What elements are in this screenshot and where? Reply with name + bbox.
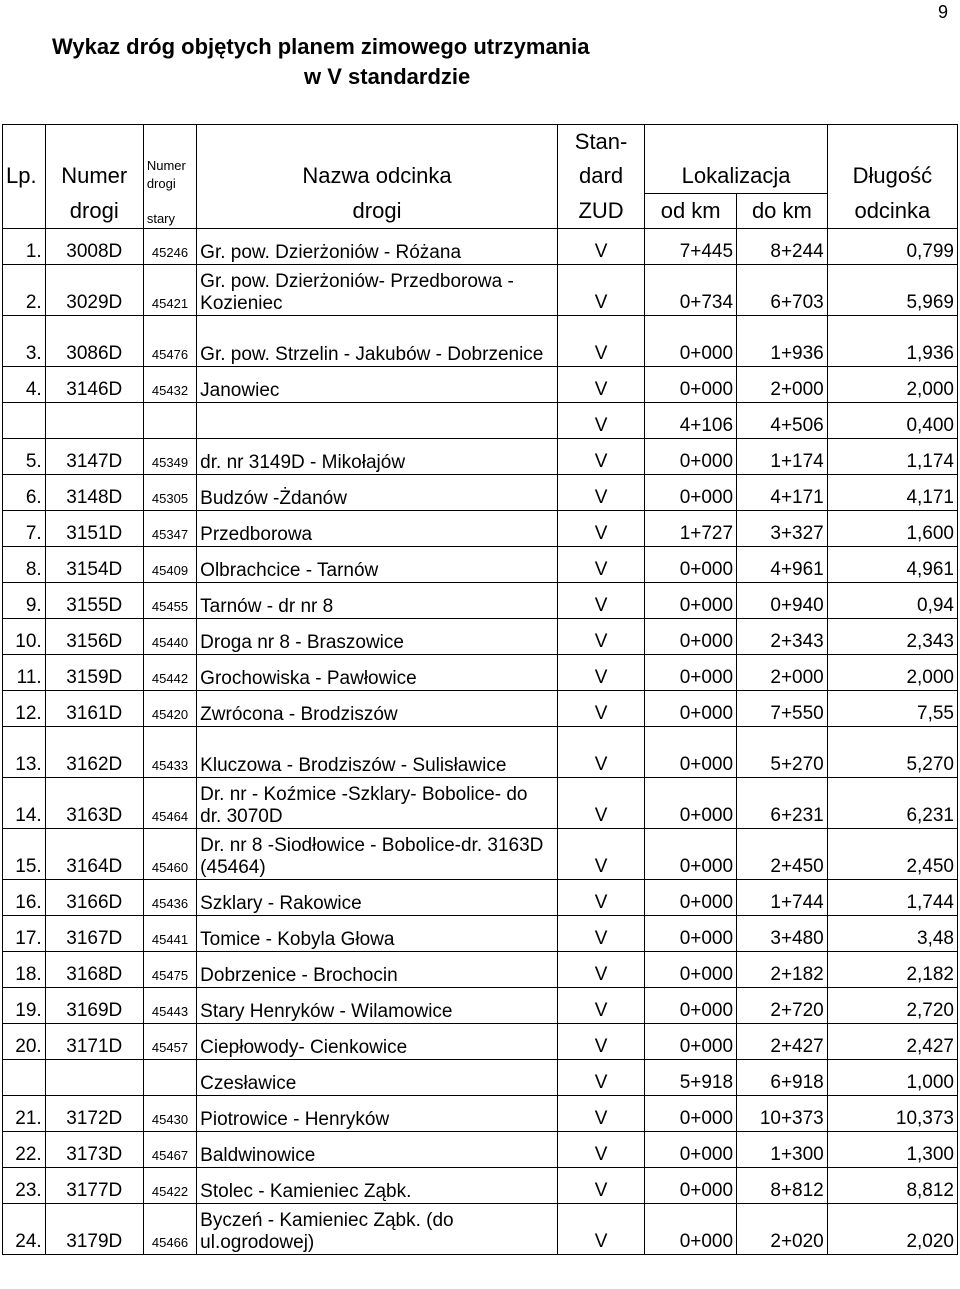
cell-name: Grochowiska - Pawłowice [197, 654, 558, 690]
cell-std: V [557, 1059, 644, 1095]
cell-name: Droga nr 8 - Braszowice [197, 618, 558, 654]
table-header [3, 125, 958, 229]
cell-name: Baldwinowice [197, 1131, 558, 1167]
table-row [3, 582, 958, 618]
cell-from: 7+445 [645, 228, 737, 264]
table-row [3, 618, 958, 654]
header-lp-cont [3, 193, 46, 228]
cell-lp: 13. [3, 726, 46, 777]
cell-name: Kluczowa - Brodziszów - Sulisławice [197, 726, 558, 777]
cell-num: 3156D [45, 618, 143, 654]
cell-num: 3168D [45, 951, 143, 987]
cell-lp: 3. [3, 315, 46, 366]
cell-len: 2,020 [827, 1203, 957, 1254]
cell-lp: 10. [3, 618, 46, 654]
cell-lp: 4. [3, 366, 46, 402]
cell-num [45, 402, 143, 438]
cell-std: V [557, 951, 644, 987]
cell-from: 0+000 [645, 618, 737, 654]
page-title [52, 32, 752, 92]
table-row [3, 366, 958, 402]
cell-num: 3179D [45, 1203, 143, 1254]
cell-len: 2,000 [827, 654, 957, 690]
cell-std: V [557, 582, 644, 618]
cell-from: 0+000 [645, 1095, 737, 1131]
cell-name: Tomice - Kobyla Głowa [197, 915, 558, 951]
cell-from: 0+000 [645, 1203, 737, 1254]
cell-std: V [557, 438, 644, 474]
cell-name: Gr. pow. Dzierżoniów- Przedborowa - Kozieniec [197, 264, 558, 315]
cell-from: 0+000 [645, 366, 737, 402]
cell-num: 3164D [45, 828, 143, 879]
cell-from: 0+000 [645, 654, 737, 690]
header-std-zud: ZUD [557, 193, 644, 228]
table-row [3, 690, 958, 726]
cell-name: Przedborowa [197, 510, 558, 546]
cell-num: 3154D [45, 546, 143, 582]
cell-num: 3155D [45, 582, 143, 618]
cell-old: 45246 [143, 228, 196, 264]
table-row [3, 474, 958, 510]
cell-std: V [557, 915, 644, 951]
cell-num: 3086D [45, 315, 143, 366]
cell-name: Zwrócona - Brodziszów [197, 690, 558, 726]
cell-lp: 21. [3, 1095, 46, 1131]
cell-lp: 16. [3, 879, 46, 915]
cell-to: 3+327 [737, 510, 828, 546]
cell-len: 5,969 [827, 264, 957, 315]
cell-lp: 24. [3, 1203, 46, 1254]
cell-std: V [557, 228, 644, 264]
cell-lp [3, 1059, 46, 1095]
cell-std: V [557, 1131, 644, 1167]
cell-old: 45443 [143, 987, 196, 1023]
header-lokalizacja: Lokalizacja [645, 125, 827, 194]
cell-lp: 12. [3, 690, 46, 726]
cell-num: 3146D [45, 366, 143, 402]
table-row [3, 510, 958, 546]
table-row [3, 828, 958, 879]
cell-from: 5+918 [645, 1059, 737, 1095]
cell-len: 2,000 [827, 366, 957, 402]
header-lp: Lp. [3, 125, 46, 194]
table-row [3, 1059, 958, 1095]
cell-old: 45467 [143, 1131, 196, 1167]
table-row [3, 915, 958, 951]
cell-to: 6+918 [737, 1059, 828, 1095]
cell-lp: 20. [3, 1023, 46, 1059]
cell-old: 45433 [143, 726, 196, 777]
cell-old: 45347 [143, 510, 196, 546]
cell-len: 4,961 [827, 546, 957, 582]
cell-len: 7,55 [827, 690, 957, 726]
cell-std: V [557, 315, 644, 366]
cell-num: 3177D [45, 1167, 143, 1203]
table-row [3, 1023, 958, 1059]
cell-old: 45476 [143, 315, 196, 366]
cell-num [45, 1059, 143, 1095]
cell-to: 2+427 [737, 1023, 828, 1059]
table-row [3, 438, 958, 474]
cell-from: 0+000 [645, 1023, 737, 1059]
cell-std: V [557, 690, 644, 726]
table-body [3, 228, 958, 1254]
cell-from: 1+727 [645, 510, 737, 546]
table-row [3, 951, 958, 987]
table-row [3, 654, 958, 690]
cell-from: 0+000 [645, 1131, 737, 1167]
cell-lp: 14. [3, 777, 46, 828]
header-name: Nazwa odcinka [197, 125, 558, 194]
cell-len: 2,427 [827, 1023, 957, 1059]
cell-old: 45430 [143, 1095, 196, 1131]
title-line-1: Wykaz dróg objętych planem zimowego utrzymania [52, 34, 590, 59]
table-row [3, 315, 958, 366]
cell-name: Budzów -Żdanów [197, 474, 558, 510]
cell-from: 0+000 [645, 879, 737, 915]
cell-lp: 15. [3, 828, 46, 879]
cell-to: 8+812 [737, 1167, 828, 1203]
cell-old: 45421 [143, 264, 196, 315]
cell-std: V [557, 1167, 644, 1203]
cell-lp: 11. [3, 654, 46, 690]
cell-to: 3+480 [737, 915, 828, 951]
cell-name: Stolec - Kamieniec Ząbk. [197, 1167, 558, 1203]
cell-old: 45409 [143, 546, 196, 582]
cell-to: 2+000 [737, 366, 828, 402]
header-standard: Stan- dard [557, 125, 644, 194]
cell-old [143, 402, 196, 438]
cell-to: 1+744 [737, 879, 828, 915]
cell-lp: 7. [3, 510, 46, 546]
cell-std: V [557, 1095, 644, 1131]
cell-lp: 23. [3, 1167, 46, 1203]
cell-num: 3029D [45, 264, 143, 315]
header-to: do km [737, 193, 828, 228]
table-row [3, 1203, 958, 1254]
cell-std: V [557, 546, 644, 582]
cell-from: 0+000 [645, 987, 737, 1023]
cell-name: Olbrachcice - Tarnów [197, 546, 558, 582]
cell-num: 3166D [45, 879, 143, 915]
cell-old: 45441 [143, 915, 196, 951]
cell-to: 6+231 [737, 777, 828, 828]
table-row [3, 987, 958, 1023]
cell-old: 45436 [143, 879, 196, 915]
header-name-2: drogi [197, 193, 558, 228]
cell-to: 4+171 [737, 474, 828, 510]
cell-std: V [557, 879, 644, 915]
cell-name: Ciepłowody- Cienkowice [197, 1023, 558, 1059]
cell-name: Byczeń - Kamieniec Ząbk. (do ul.ogrodowej) [197, 1203, 558, 1254]
cell-to: 4+506 [737, 402, 828, 438]
cell-name: Dobrzenice - Brochocin [197, 951, 558, 987]
cell-name: Stary Henryków - Wilamowice [197, 987, 558, 1023]
cell-lp: 19. [3, 987, 46, 1023]
cell-name: Gr. pow. Dzierżoniów - Różana [197, 228, 558, 264]
cell-to: 2+343 [737, 618, 828, 654]
table-row [3, 546, 958, 582]
cell-to: 5+270 [737, 726, 828, 777]
table-row [3, 402, 958, 438]
cell-len: 1,600 [827, 510, 957, 546]
header-old-number: Numer drogi [143, 125, 196, 194]
cell-name: dr. nr 3149D - Mikołajów [197, 438, 558, 474]
cell-old: 45442 [143, 654, 196, 690]
cell-lp [3, 402, 46, 438]
cell-to: 10+373 [737, 1095, 828, 1131]
cell-lp: 17. [3, 915, 46, 951]
cell-len: 10,373 [827, 1095, 957, 1131]
table-row [3, 879, 958, 915]
table-row [3, 1131, 958, 1167]
cell-old: 45432 [143, 366, 196, 402]
cell-old: 45457 [143, 1023, 196, 1059]
cell-lp: 2. [3, 264, 46, 315]
cell-lp: 6. [3, 474, 46, 510]
cell-lp: 9. [3, 582, 46, 618]
cell-len: 0,94 [827, 582, 957, 618]
cell-num: 3169D [45, 987, 143, 1023]
cell-len: 2,182 [827, 951, 957, 987]
cell-to: 8+244 [737, 228, 828, 264]
header-dlugosc: Długość [827, 125, 957, 194]
cell-len: 8,812 [827, 1167, 957, 1203]
cell-std: V [557, 726, 644, 777]
cell-std: V [557, 1023, 644, 1059]
cell-std: V [557, 828, 644, 879]
table-row [3, 1095, 958, 1131]
cell-num: 3163D [45, 777, 143, 828]
cell-from: 0+000 [645, 546, 737, 582]
cell-len: 3,48 [827, 915, 957, 951]
cell-lp: 22. [3, 1131, 46, 1167]
cell-old: 45440 [143, 618, 196, 654]
cell-num: 3008D [45, 228, 143, 264]
cell-to: 1+174 [737, 438, 828, 474]
cell-num: 3148D [45, 474, 143, 510]
cell-std: V [557, 654, 644, 690]
header-numer-2: drogi [45, 193, 143, 228]
cell-from: 0+000 [645, 474, 737, 510]
cell-to: 2+182 [737, 951, 828, 987]
cell-old: 45466 [143, 1203, 196, 1254]
cell-name: Gr. pow. Strzelin - Jakubów - Dobrzenice [197, 315, 558, 366]
cell-from: 0+000 [645, 1167, 737, 1203]
cell-num: 3171D [45, 1023, 143, 1059]
header-from: od km [645, 193, 737, 228]
header-old-stary: stary [143, 193, 196, 228]
cell-from: 0+734 [645, 264, 737, 315]
cell-from: 0+000 [645, 438, 737, 474]
cell-old: 45455 [143, 582, 196, 618]
cell-to: 2+000 [737, 654, 828, 690]
cell-name [197, 402, 558, 438]
cell-from: 0+000 [645, 582, 737, 618]
cell-len: 0,400 [827, 402, 957, 438]
cell-from: 0+000 [645, 726, 737, 777]
cell-len: 1,000 [827, 1059, 957, 1095]
header-len-2: odcinka [827, 193, 957, 228]
cell-from: 0+000 [645, 951, 737, 987]
cell-len: 2,343 [827, 618, 957, 654]
cell-std: V [557, 618, 644, 654]
cell-num: 3172D [45, 1095, 143, 1131]
cell-len: 1,174 [827, 438, 957, 474]
cell-num: 3151D [45, 510, 143, 546]
cell-old: 45305 [143, 474, 196, 510]
cell-len: 6,231 [827, 777, 957, 828]
cell-to: 2+720 [737, 987, 828, 1023]
cell-to: 1+300 [737, 1131, 828, 1167]
page-number: 9 [937, 2, 948, 22]
cell-to: 0+940 [737, 582, 828, 618]
cell-from: 0+000 [645, 915, 737, 951]
cell-num: 3167D [45, 915, 143, 951]
cell-from: 4+106 [645, 402, 737, 438]
cell-from: 0+000 [645, 690, 737, 726]
cell-to: 1+936 [737, 315, 828, 366]
cell-std: V [557, 987, 644, 1023]
cell-old: 45460 [143, 828, 196, 879]
cell-len: 1,936 [827, 315, 957, 366]
cell-std: V [557, 474, 644, 510]
roads-table [2, 124, 958, 1255]
cell-old: 45422 [143, 1167, 196, 1203]
cell-num: 3173D [45, 1131, 143, 1167]
cell-std: V [557, 510, 644, 546]
cell-to: 2+020 [737, 1203, 828, 1254]
cell-from: 0+000 [645, 828, 737, 879]
cell-len: 5,270 [827, 726, 957, 777]
cell-from: 0+000 [645, 315, 737, 366]
cell-lp: 5. [3, 438, 46, 474]
title-line-2: w V standardzie [304, 64, 471, 89]
cell-num: 3147D [45, 438, 143, 474]
cell-old: 45464 [143, 777, 196, 828]
cell-lp: 18. [3, 951, 46, 987]
table-row [3, 264, 958, 315]
cell-name: Janowiec [197, 366, 558, 402]
table-row [3, 777, 958, 828]
cell-std: V [557, 402, 644, 438]
cell-lp: 1. [3, 228, 46, 264]
cell-std: V [557, 1203, 644, 1254]
cell-len: 1,300 [827, 1131, 957, 1167]
cell-len: 1,744 [827, 879, 957, 915]
cell-name: Dr. nr 8 -Siodłowice - Bobolice-dr. 3163D (45464) [197, 828, 558, 879]
cell-old [143, 1059, 196, 1095]
header-numer: Numer [45, 125, 143, 194]
cell-len: 2,450 [827, 828, 957, 879]
cell-std: V [557, 264, 644, 315]
cell-num: 3161D [45, 690, 143, 726]
cell-std: V [557, 777, 644, 828]
cell-len: 4,171 [827, 474, 957, 510]
cell-to: 4+961 [737, 546, 828, 582]
cell-to: 6+703 [737, 264, 828, 315]
cell-lp: 8. [3, 546, 46, 582]
cell-name: Piotrowice - Henryków [197, 1095, 558, 1131]
cell-num: 3159D [45, 654, 143, 690]
cell-std: V [557, 366, 644, 402]
cell-old: 45420 [143, 690, 196, 726]
cell-from: 0+000 [645, 777, 737, 828]
cell-name: Szklary - Rakowice [197, 879, 558, 915]
table-row [3, 1167, 958, 1203]
cell-num: 3162D [45, 726, 143, 777]
cell-to: 7+550 [737, 690, 828, 726]
cell-name: Tarnów - dr nr 8 [197, 582, 558, 618]
cell-len: 2,720 [827, 987, 957, 1023]
cell-old: 45349 [143, 438, 196, 474]
table-row [3, 726, 958, 777]
cell-name: Czesławice [197, 1059, 558, 1095]
table-row [3, 228, 958, 264]
cell-to: 2+450 [737, 828, 828, 879]
cell-name: Dr. nr - Koźmice -Szklary- Bobolice- do dr. 3070D [197, 777, 558, 828]
cell-len: 0,799 [827, 228, 957, 264]
cell-old: 45475 [143, 951, 196, 987]
